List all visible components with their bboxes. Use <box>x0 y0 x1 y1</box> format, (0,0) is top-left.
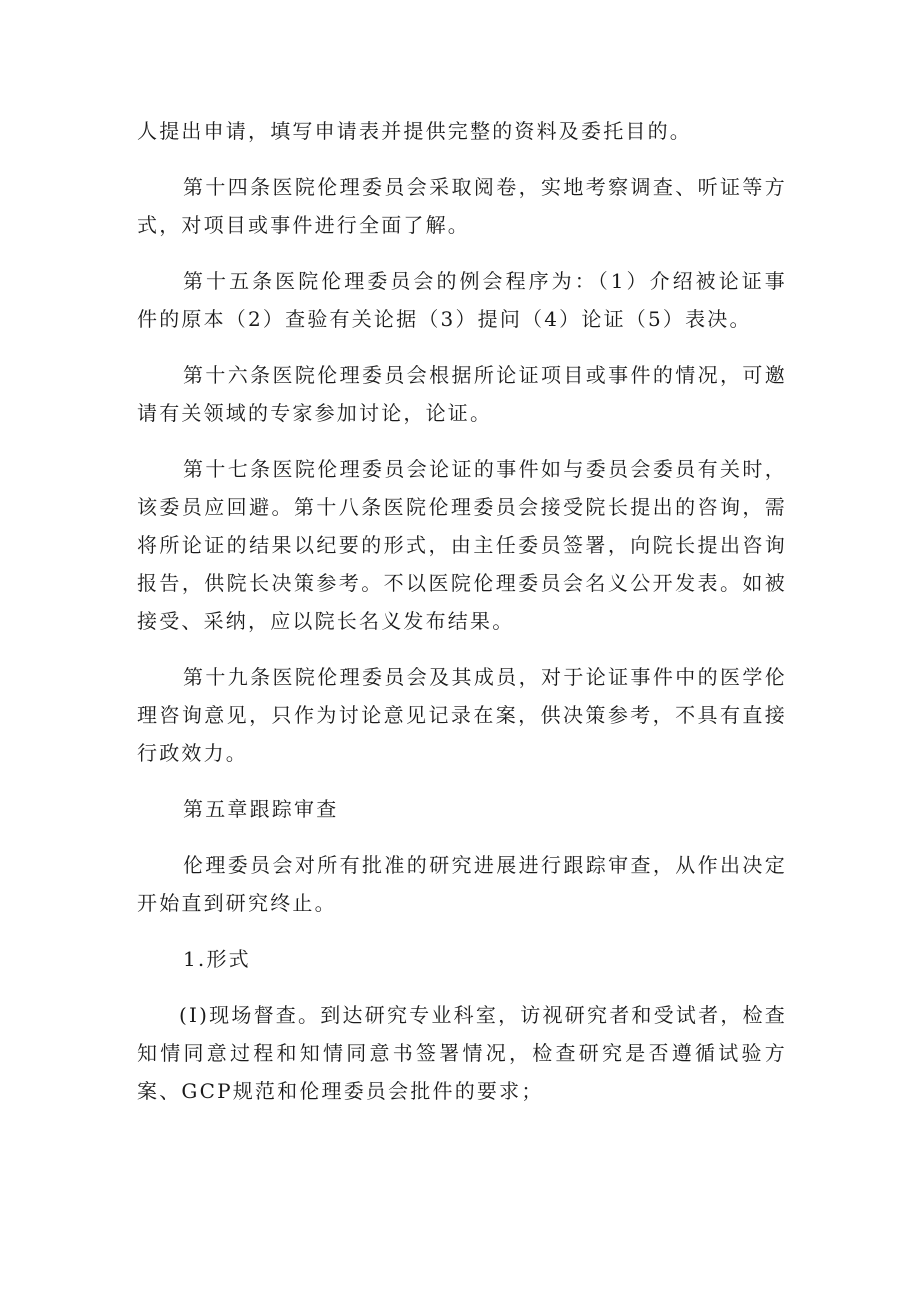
paragraph-onsite-inspection: (I)现场督查。到达研究专业科室，访视研究者和受试者，检查知情同意过程和知情同意书签署情况，检查研究是否遵循试验方案、GCP规范和伦理委员会批件的要求； <box>137 1003 787 1103</box>
paragraph-article-19: 第十九条医院伦理委员会及其成员，对于论证事件中的医学伦理咨询意见，只作为讨论意见记录在案，供决策参考，不具有直接行政效力。 <box>137 665 787 765</box>
paragraph-continuation: 人提出申请，填写申请表并提供完整的资料及委托目的。 <box>137 119 692 143</box>
document-body <box>137 112 787 1128</box>
paragraph-article-15: 第十五条医院伦理委员会的例会程序为：（1）介绍被论证事件的原本（2）查验有关论据（3）提问（4）论证（5）表决。 <box>137 269 787 331</box>
paragraph-chapter-intro: 伦理委员会对所有批准的研究进展进行跟踪审查，从作出决定开始直到研究终止。 <box>137 853 787 915</box>
paragraph-article-17-18: 第十七条医院伦理委员会论证的事件如与委员会委员有关时，该委员应回避。第十八条医院伦理委员会接受院长提出的咨询，需将所论证的结果以纪要的形式，由主任委员签署，向院长提出咨询报告，供院长决策参考。不以医院伦理委员会名义公开发表。如被接受、采纳，应以院长名义发布结果。 <box>137 457 787 633</box>
chapter-heading: 第五章跟踪审查 <box>183 797 339 821</box>
paragraph-article-14: 第十四条医院伦理委员会采取阅卷，实地考察调查、听证等方式，对项目或事件进行全面了解。 <box>137 175 787 237</box>
section-heading-form: 1.形式 <box>183 947 251 971</box>
paragraph-article-16: 第十六条医院伦理委员会根据所论证项目或事件的情况，可邀请有关领域的专家参加讨论，论证。 <box>137 363 787 425</box>
